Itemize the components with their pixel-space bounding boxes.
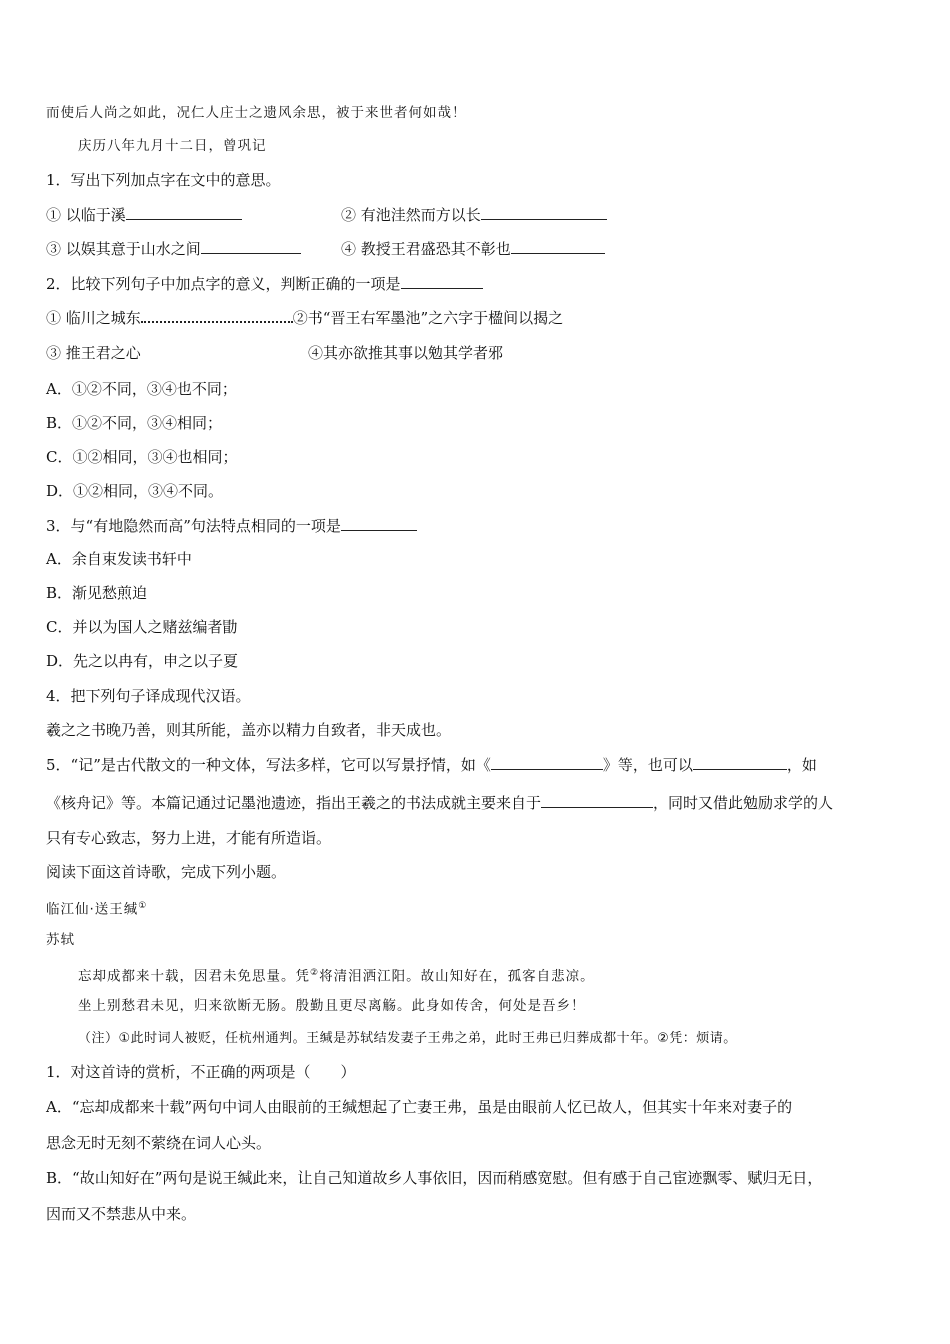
translate-sentence: 羲之之书晚乃善，则其所能，盖亦以精力自致者，非天成也。 [46,721,452,739]
q5-text: 5．“记”是古代散文的一种文体，写法多样，它可以写景抒情，如《 [46,756,491,774]
question-1: 1．写出下列加点字在文中的意思。 [46,171,281,189]
question-2 [46,273,483,294]
q5-text: ，同时又借此勉励求学的人 [653,794,834,812]
poem-title [46,896,147,920]
option-b[interactable]: B．渐见愁煎迫 [46,584,148,602]
question-5-line-1 [46,754,817,775]
poem-note: （注）①此时词人被贬，任杭州通判。王缄是苏轼结发妻子王弗之弟，此时王弗已归葬成都十年。②凭：烦请。 [78,1031,737,1046]
dotted-leader [141,309,293,323]
option-a-continued: 思念无时无刻不萦绕在词人心头。 [46,1134,272,1152]
footnote-mark: ② [310,968,320,978]
option-c[interactable]: C．①②相同，③④也相同； [46,448,238,466]
answer-blank[interactable] [126,204,242,220]
sub-question-1: 1．对这首诗的赏析，不正确的两项是（ ） [46,1063,356,1081]
answer-blank[interactable] [511,238,605,254]
question-1-row-1 [46,204,481,225]
question-4: 4．把下列句子译成现代汉语。 [46,687,251,705]
question-3-text: 3．与“有地隐然而高”句法特点相同的一项是 [46,517,341,535]
poem-line-2: 坐上别愁君未见，归来欲断无肠。殷勤且更尽离觞。此身如传舍，何处是吾乡！ [78,998,586,1014]
signature-line: 庆历八年九月十二日，曾巩记 [78,138,267,154]
q5-text: 《核舟记》等。本篇记通过记墨池遗迹，指出王羲之的书法成就主要来自于 [46,794,542,812]
option-b-continued: 因而又不禁悲从中来。 [46,1205,197,1223]
poem-text: 将清泪洒江阳。故山知好在，孤客自悲凉。 [319,968,595,985]
question-2-text: 2．比较下列句子中加点字的意义，判断正确的一项是 [46,275,401,293]
question-5-line-3: 只有专心致志，努力上进，才能有所造诣。 [46,829,332,847]
answer-blank[interactable] [401,273,483,289]
poem-text: 忘却成都来十载，因君未免思量。凭 [78,968,310,985]
item-2: ② 有池洼然而方以长 [341,206,481,224]
option-d[interactable]: D．先之以冉有，申之以子夏 [46,652,239,670]
answer-blank[interactable] [481,204,607,220]
footnote-mark: ① [138,901,148,911]
item-4: ④ 教授王君盛恐其不彰也 [341,240,511,258]
option-a[interactable]: A．①②不同，③④也不同； [46,380,237,398]
option-a[interactable]: A．“忘却成都来十载”两句中词人由眼前的王缄想起了亡妻王弗，虽是由眼前人忆已故人，但其实十年来对妻子的 [46,1098,793,1116]
item-3: ③ 以娱其意于山水之间 [46,240,201,258]
option-a[interactable]: A．余自束发读书轩中 [46,550,192,568]
item-1: ① 以临于溪 [46,206,126,224]
poem-line-1 [78,963,595,987]
option-b[interactable]: B．①②不同，③④相同； [46,414,223,432]
poem-title-text: 临江仙·送王缄 [46,901,139,918]
option-b[interactable]: B．“故山知好在”两句是说王缄此来，让自己知道故乡人事依旧，因而稍感宽慰。但有感于自己宦迹飘零、赋归无日， [46,1169,823,1187]
text-line: 而使后人尚之如此，况仁人庄士之遗风余思，被于来世者何如哉！ [46,105,467,121]
q5-text: 》等，也可以 [602,756,693,774]
question-3 [46,515,417,536]
answer-blank[interactable] [693,754,787,770]
reading-instruction: 阅读下面这首诗歌，完成下列小题。 [46,863,287,881]
sentence-1: ① 临川之城东 [46,309,141,327]
answer-blank[interactable] [201,238,301,254]
question-2-row-1 [46,308,563,328]
answer-blank[interactable] [341,515,417,531]
poem-author: 苏轼 [46,932,75,948]
sentence-3: ③ 推王君之心 [46,344,141,362]
answer-blank[interactable] [541,792,653,808]
sentence-2: ②书“晋王右军墨池”之六字于楹间以揭之 [292,309,564,327]
option-d[interactable]: D．①②相同，③④不同。 [46,482,224,500]
answer-blank[interactable] [491,754,603,770]
sentence-4: ④其亦欲推其事以勉其学者邪 [308,344,504,362]
question-1-row-2 [46,238,511,259]
option-c[interactable]: C．并以为国人之赌兹编者勖 [46,618,238,636]
question-5-line-2 [46,792,833,813]
q5-text: ，如 [786,756,817,774]
question-2-row-2 [46,343,504,363]
